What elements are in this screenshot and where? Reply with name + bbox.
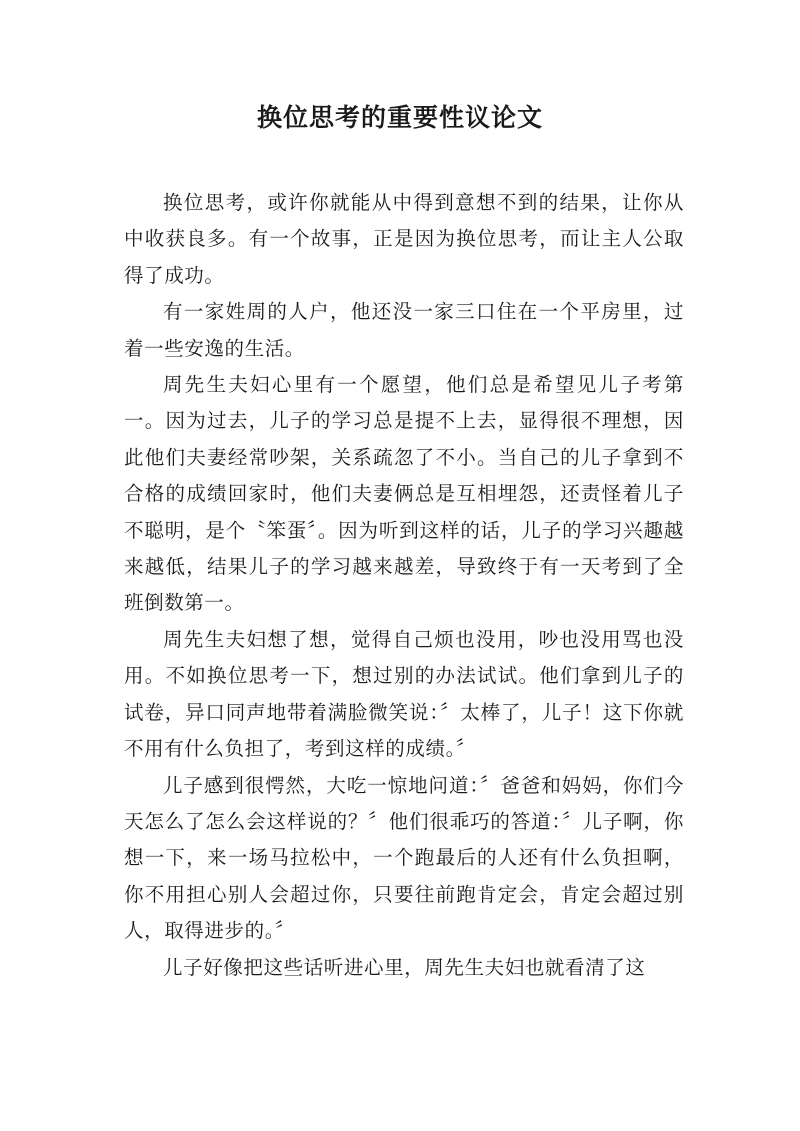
paragraph-2: 有一家姓周的人户，他还没一家三口住在一个平房里，过着一些安逸的生活。 xyxy=(124,300,684,360)
paragraph-3: 周先生夫妇心里有一个愿望，他们总是希望见儿子考第一。因为过去，儿子的学习总是提不上去，显得很不理想，因此他们夫妻经常吵架，关系疏忽了不小。当自己的儿子拿到不合格的成绩回家时，他们夫妻俩总是互相埋怨，还责怪着儿子不聪明，是个〝笨蛋〞。因为听到这样的话，儿子的学习兴趣越来越低，结果儿子的学习越来越差，导致终于有一天考到了全班倒数第一。 xyxy=(124,373,684,615)
paragraph-4: 周先生夫妇想了想，觉得自己烦也没用，吵也没用骂也没用。不如换位思考一下，想过别的办法试试。他们拿到儿子的试卷，异口同声地带着满脸微笑说：〞太棒了，儿子！这下你就不用有什么负担了，考到这样的成绩。〞 xyxy=(124,627,684,761)
document-title: 换位思考的重要性议论文 xyxy=(256,103,543,132)
paragraph-5: 儿子感到很愕然，大吃一惊地问道：〞爸爸和妈妈，你们今天怎么了怎么会这样说的？〞他们很乖巧的答道：〞儿子啊，你想一下，来一场马拉松中，一个跑最后的人还有什么负担啊，你不用担心别人会超过你，只要往前跑肯定会，肯定会超过别人，取得进步的。〞 xyxy=(124,773,684,943)
paragraph-1: 换位思考，或许你就能从中得到意想不到的结果，让你从中收获良多。有一个故事，正是因为换位思考，而让主人公取得了成功。 xyxy=(124,191,684,287)
paragraph-6: 儿子好像把这些话听进心里，周先生夫妇也就看清了这 xyxy=(163,955,646,979)
document-body xyxy=(124,185,684,986)
